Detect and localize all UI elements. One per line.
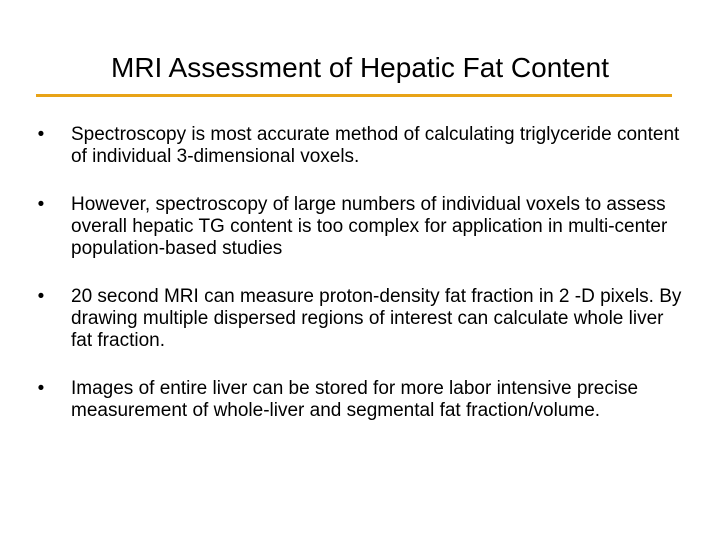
bullet-text: Images of entire liver can be stored for more labor intensive precise measurement of whole-liver and segmental fat fraction/volume. xyxy=(71,378,639,421)
bullet-icon: • xyxy=(37,194,45,215)
bullet-item xyxy=(34,286,689,352)
bullet-list xyxy=(34,124,689,448)
bullet-icon: • xyxy=(37,286,45,307)
bullet-text: However, spectroscopy of large numbers of individual voxels to assess overall hepatic TG content is too complex for application in multi-center population-based studies xyxy=(71,194,668,259)
bullet-item xyxy=(34,124,689,168)
bullet-icon: • xyxy=(37,124,45,145)
bullet-text: 20 second MRI can measure proton-density fat fraction in 2 -D pixels. By drawing multiple dispersed regions of interest can calculate whole liver fat fraction. xyxy=(71,286,682,351)
slide-title: MRI Assessment of Hepatic Fat Content xyxy=(111,52,609,83)
bullet-icon: • xyxy=(37,378,45,399)
bullet-item xyxy=(34,194,689,260)
bullet-text: Spectroscopy is most accurate method of calculating triglyceride content of individual 3-dimensional voxels. xyxy=(71,124,680,167)
title-underline xyxy=(36,94,672,97)
bullet-item xyxy=(34,378,689,422)
